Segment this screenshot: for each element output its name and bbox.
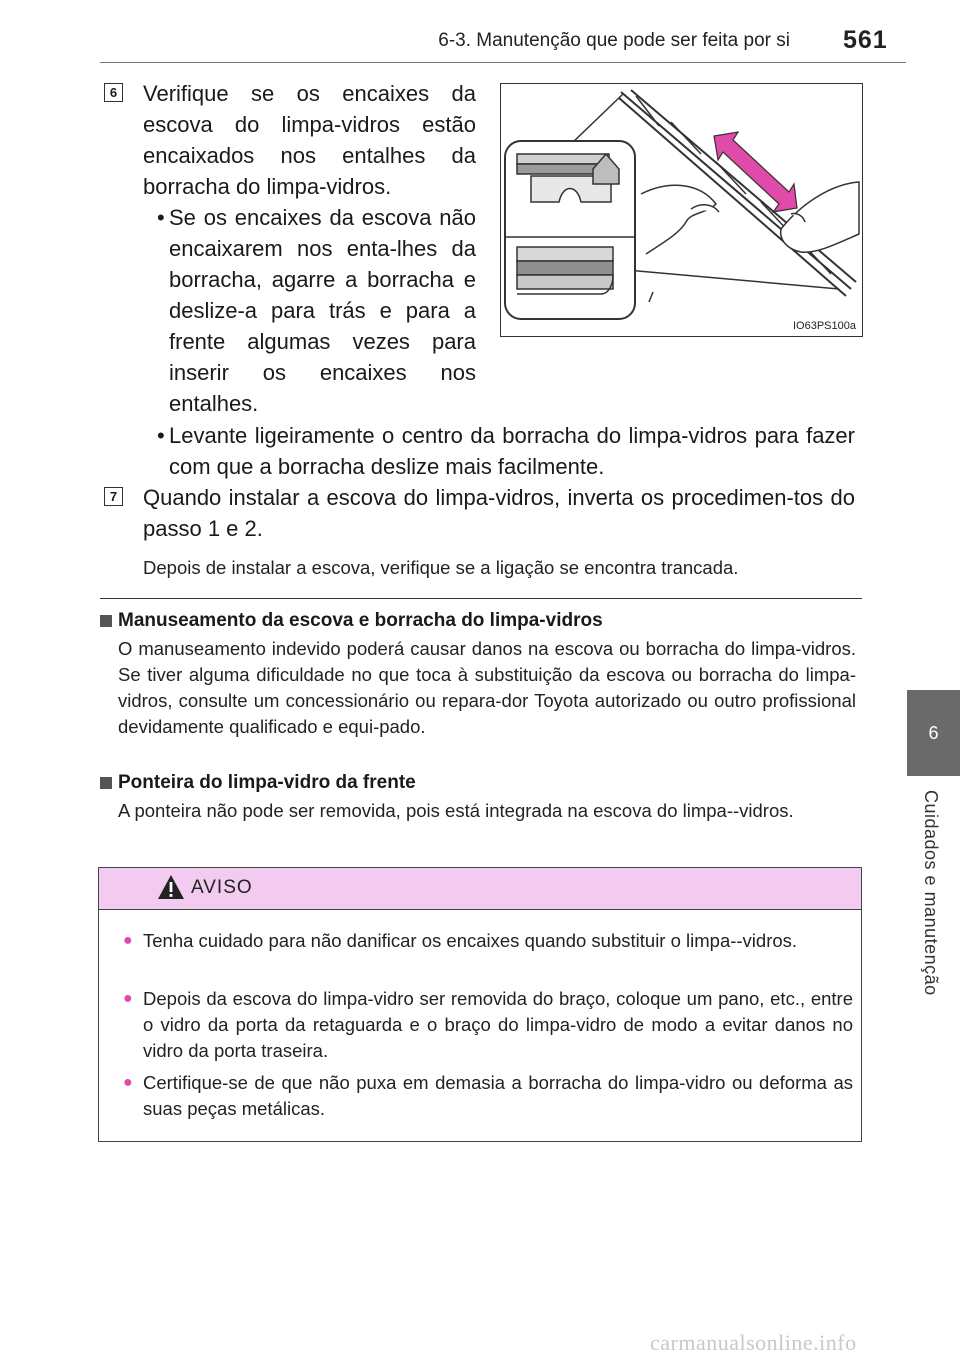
- step-7-note: Depois de instalar a escova, verifique se a ligação se encontra trancada.: [143, 557, 739, 578]
- note-body: O manuseamento indevido poderá causar danos na escova ou borracha do limpa-vidros. Se tiver alguma dificuldade no que toca à substituição da escova ou borracha do limpa-vidros, consulte um concessionário ou repara-dor Toyota autorizado ou outro profissional devidamente qualificado e equi-pado.: [118, 638, 856, 737]
- wiper-blade-drawing: [501, 84, 861, 335]
- warning-box: [98, 867, 862, 1142]
- note-handling: [100, 610, 856, 740]
- bullet-symbol: •: [157, 423, 165, 448]
- warning-triangle-icon: [156, 873, 186, 901]
- warning-item-text: Tenha cuidado para não danificar os encaixes quando substituir o limpa--vidros.: [143, 930, 798, 951]
- square-bullet-icon: [100, 615, 112, 627]
- warning-bullet-icon: ●: [123, 990, 133, 1007]
- step-6-text: Verifique se os encaixes da escova do limpa-vidros estão encaixados nos entalhes da borracha do limpa-vidros.: [143, 81, 476, 199]
- note-title: [100, 610, 856, 632]
- note-body: A ponteira não pode ser removida, pois está integrada na escova do limpa--vidros.: [118, 800, 794, 821]
- figure-code: IO63PS100a: [793, 320, 856, 332]
- page-number: 561: [843, 26, 888, 54]
- warning-title: AVISO: [191, 877, 253, 898]
- bullet-text: Levante ligeiramente o centro da borracha do limpa-vidros para fazer com que a borracha deslize mais facilmente.: [169, 423, 855, 479]
- step-6-number: 6: [104, 83, 123, 102]
- warning-bullet-icon: ●: [123, 1074, 133, 1091]
- warning-header: [99, 868, 861, 910]
- warning-item-text: Depois da escova do limpa-vidro ser removida do braço, coloque um pano, etc., entre o vidro da porta da retaguarda e o braço do limpa-vidro de modo a evitar danos no vidro da porta traseira.: [143, 988, 853, 1061]
- note-title-text: Ponteira do limpa-vidro da frente: [118, 772, 416, 793]
- warning-item-2: [123, 986, 853, 1064]
- chapter-tab: [907, 690, 960, 776]
- bullet-symbol: •: [157, 205, 165, 230]
- note-front-tip: [100, 772, 856, 824]
- note-title-text: Manuseamento da escova e borracha do limpa-vidros: [118, 610, 603, 631]
- section-divider: [100, 598, 862, 599]
- square-bullet-icon: [100, 777, 112, 789]
- watermark: carmanualsonline.info: [650, 1330, 857, 1355]
- step-6-bullet-2: [143, 420, 855, 482]
- chapter-label: Cuidados e manutenção: [921, 790, 941, 996]
- warning-item-text: Certifique-se de que não puxa em demasia a borracha do limpa-vidro ou deforma as suas peças metálicas.: [143, 1072, 853, 1119]
- warning-bullet-icon: ●: [123, 932, 133, 949]
- step-6-bullet-1: [143, 202, 476, 419]
- note-title: [100, 772, 856, 794]
- wiper-illustration: [500, 83, 863, 337]
- warning-item-3: [123, 1070, 853, 1122]
- chapter-number: 6: [928, 722, 939, 743]
- bullet-text: Se os encaixes da escova não encaixarem nos enta-lhes da borracha, agarre a borracha e deslize-a para trás e para a frente algumas vezes para inserir os encaixes nos entalhes.: [169, 205, 476, 416]
- step-7-number: 7: [104, 487, 123, 506]
- header-rule: [100, 62, 906, 63]
- warning-item-1: [123, 928, 853, 954]
- section-title: 6-3. Manutenção que pode ser feita por si: [438, 30, 790, 51]
- step-7-text: Quando instalar a escova do limpa-vidros, inverta os procedimen-tos do passo 1 e 2.: [143, 485, 855, 541]
